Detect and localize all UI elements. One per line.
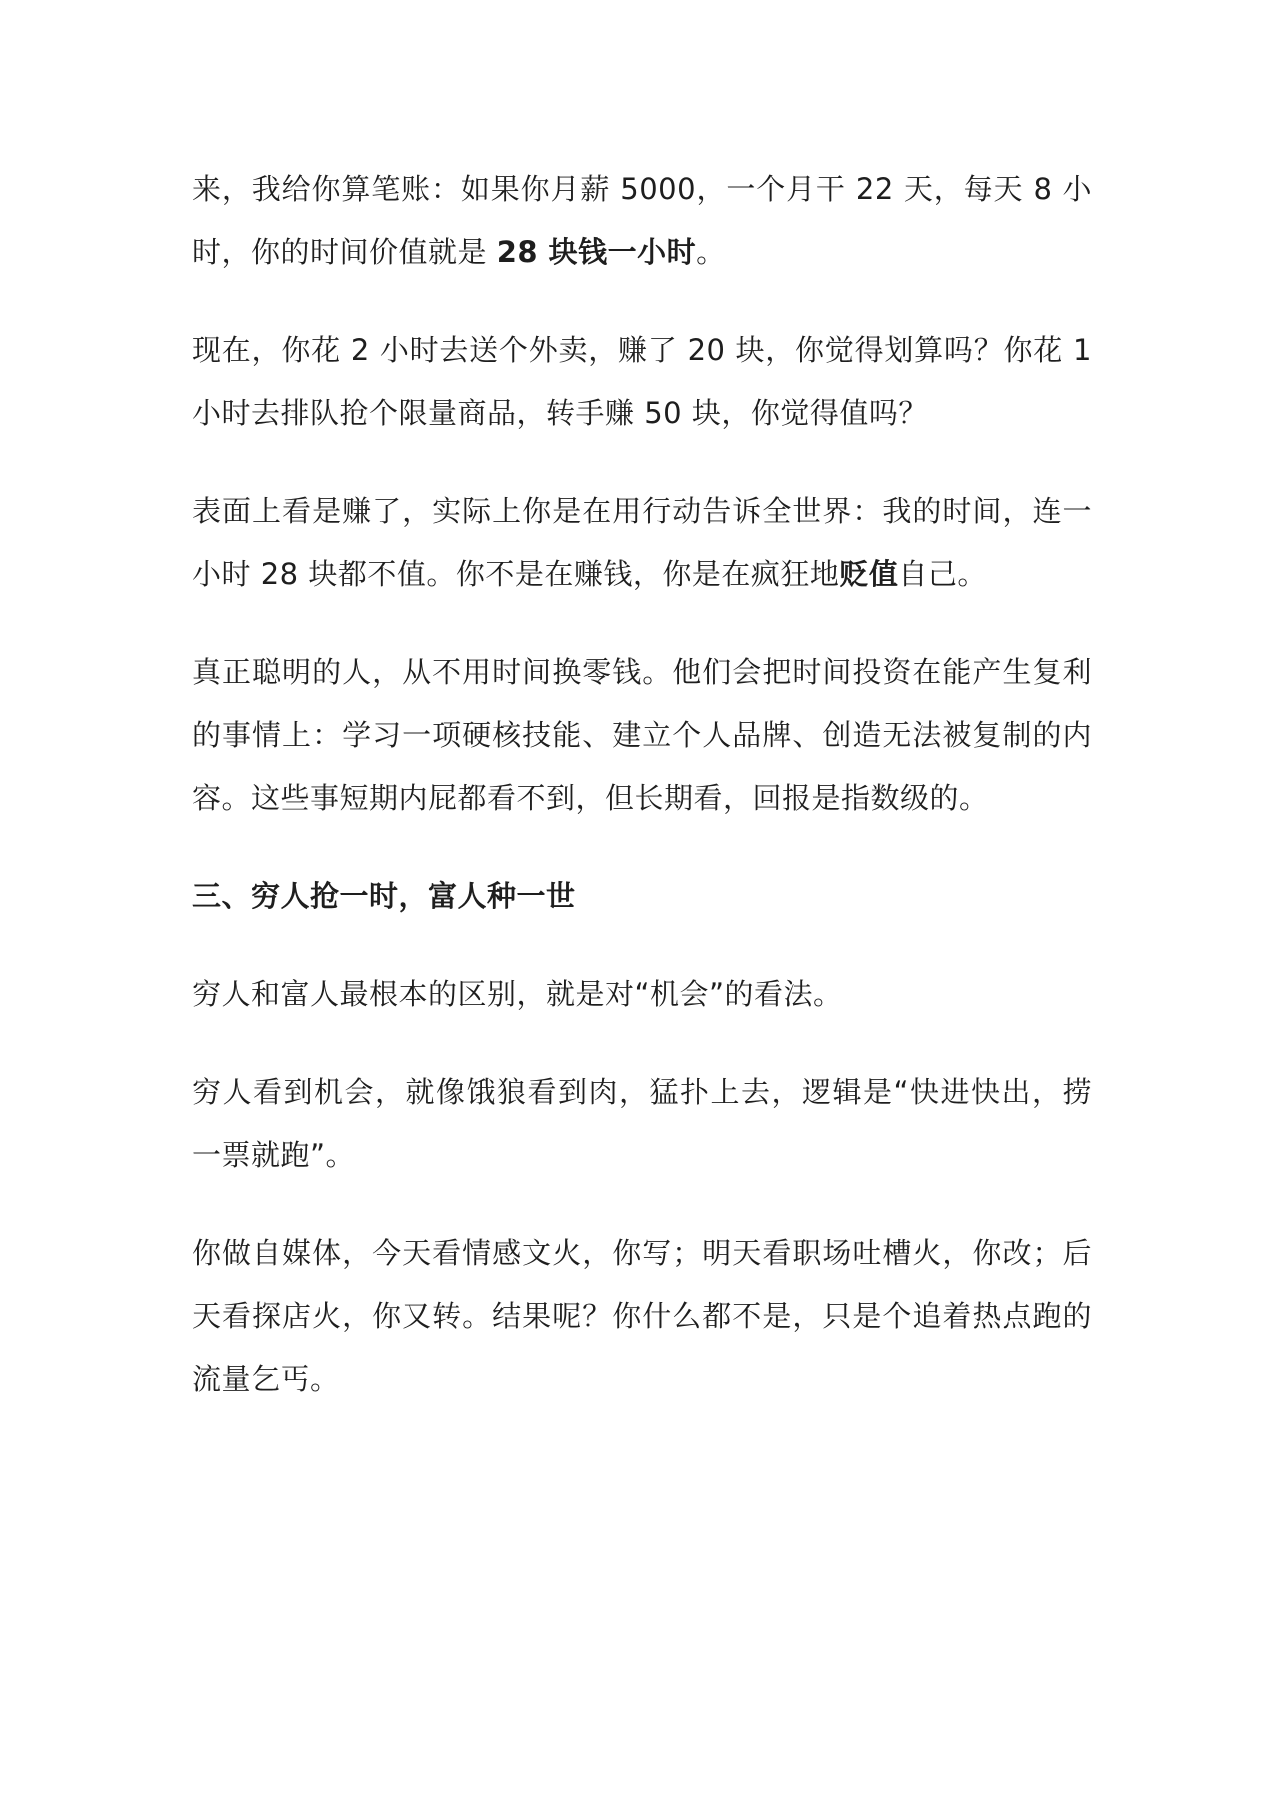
paragraph-self-media: 你做自媒体，今天看情感文火，你写；明天看职场吐槽火，你改；后天看探店火，你又转。结果呢？你什么都不是，只是个追着热点跑的流量乞丐。 xyxy=(192,1236,1092,1396)
paragraph-delivery-example: 现在，你花 2 小时去送个外卖，赚了 20 块，你觉得划算吗？你花 1 小时去排队抢个限量商品，转手赚 50 块，你觉得值吗？ xyxy=(192,333,1092,430)
section-heading: 三、穷人抢一时，富人种一世 xyxy=(192,879,576,913)
paragraph-hungry-wolf: 穷人看到机会，就像饿狼看到肉，猛扑上去，逻辑是“快进快出，捞一票就跑”。 xyxy=(192,1075,1092,1172)
bold-text: 28 块钱一小时 xyxy=(496,235,697,269)
paragraph-time-value xyxy=(192,158,1092,284)
text-run: 来，我给你算笔账：如果你月薪 5000，一个月干 22 天，每天 8 小时，你的时间价值就是 xyxy=(192,172,1092,269)
text-run: 。 xyxy=(696,235,726,269)
paragraph-compound-interest: 真正聪明的人，从不用时间换零钱。他们会把时间投资在能产生复利的事情上：学习一项硬核技能、建立个人品牌、创造无法被复制的内容。这些事短期内屁都看不到，但长期看，回报是指数级的。 xyxy=(192,655,1092,815)
paragraph-opportunity-view: 穷人和富人最根本的区别，就是对“机会”的看法。 xyxy=(192,977,843,1011)
text-run: 表面上看是赚了，实际上你是在用行动告诉全世界：我的时间，连一小时 28 块都不值。你不是在赚钱，你是在疯狂地 xyxy=(192,494,1092,591)
bold-text: 贬值 xyxy=(839,557,899,591)
paragraph-devaluing-self xyxy=(192,480,1092,606)
text-run: 自己。 xyxy=(898,557,987,591)
document-body xyxy=(192,158,1092,1446)
